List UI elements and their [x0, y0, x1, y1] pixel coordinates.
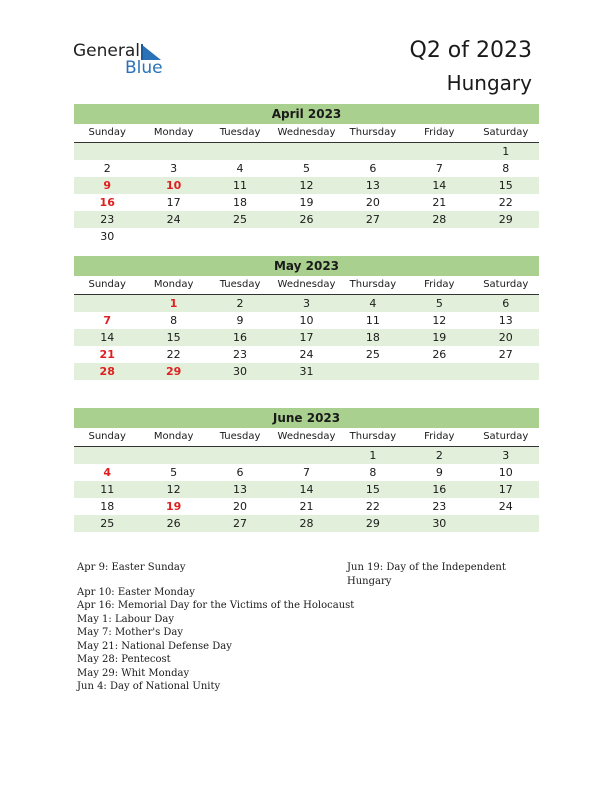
- date-cell: 24: [498, 500, 513, 513]
- date-cell: 14: [100, 331, 115, 344]
- weekday-label: Saturday: [483, 127, 529, 138]
- date-cell: 23: [432, 500, 447, 513]
- date-cell: 23: [233, 348, 248, 361]
- month-title: April 2023: [74, 104, 539, 124]
- holiday-date-cell: 21: [99, 348, 115, 361]
- date-cell: 18: [100, 500, 115, 513]
- weekday-label: Thursday: [349, 279, 397, 290]
- date-cell: 5: [435, 297, 443, 310]
- weekday-label: Thursday: [349, 127, 397, 138]
- date-cell: [140, 447, 206, 464]
- date-cell: 6: [369, 162, 377, 175]
- week-row: [74, 295, 539, 312]
- date-cell: [207, 143, 273, 160]
- date-cell: 8: [170, 314, 178, 327]
- holiday-date-cell: 16: [99, 196, 115, 209]
- date-cell: 22: [166, 348, 181, 361]
- weekday-label: Wednesday: [277, 431, 336, 442]
- date-cell: 2: [236, 297, 244, 310]
- date-cell: 9: [435, 466, 443, 479]
- date-cell: 17: [498, 483, 513, 496]
- holiday-list-right: [347, 561, 527, 588]
- date-cell: 3: [302, 297, 310, 310]
- holiday-date-cell: 7: [103, 314, 112, 327]
- weekday-header-row: [74, 276, 539, 295]
- date-cell: [340, 143, 406, 160]
- holiday-note: Jun 19: Day of the Independent Hungary: [347, 562, 506, 587]
- date-cell: 18: [233, 196, 248, 209]
- logo: [73, 41, 193, 81]
- date-cell: 11: [100, 483, 115, 496]
- date-cell: 19: [432, 331, 447, 344]
- date-cell: [473, 515, 539, 532]
- weekday-label: Tuesday: [219, 279, 261, 290]
- week-row: [74, 211, 539, 228]
- holiday-note: Apr 10: Easter Monday: [77, 586, 195, 598]
- date-cell: 27: [365, 213, 380, 226]
- date-cell: 13: [233, 483, 248, 496]
- holiday-note: May 1: Labour Day: [77, 613, 174, 625]
- date-cell: [140, 228, 206, 245]
- holiday-note: Jun 4: Day of National Unity: [77, 681, 221, 692]
- date-cell: 1: [369, 449, 377, 462]
- logo-blue-text: Blue: [125, 58, 163, 78]
- date-cell: 19: [299, 196, 314, 209]
- week-row: [74, 143, 539, 160]
- date-cell: 6: [502, 297, 510, 310]
- month-calendar-june: [74, 408, 539, 532]
- month-title: May 2023: [74, 256, 539, 276]
- date-cell: 25: [233, 213, 248, 226]
- date-cell: 4: [369, 297, 377, 310]
- weekday-header-row: [74, 428, 539, 447]
- date-cell: [406, 143, 472, 160]
- date-cell: 26: [166, 517, 181, 530]
- date-cell: 28: [432, 213, 447, 226]
- date-cell: [140, 143, 206, 160]
- date-cell: 11: [365, 314, 380, 327]
- month-calendar-april: [74, 104, 539, 245]
- holiday-date-cell: 1: [169, 297, 178, 310]
- date-cell: 30: [100, 230, 115, 243]
- weekday-label: Tuesday: [219, 431, 261, 442]
- date-cell: [273, 228, 339, 245]
- date-cell: 24: [166, 213, 181, 226]
- date-cell: 31: [299, 365, 314, 378]
- date-cell: 24: [299, 348, 314, 361]
- date-cell: 13: [365, 179, 380, 192]
- date-cell: 25: [100, 517, 115, 530]
- week-row: [74, 312, 539, 329]
- date-cell: 15: [365, 483, 380, 496]
- holiday-date-cell: 10: [165, 179, 182, 192]
- date-cell: [340, 228, 406, 245]
- weekday-label: Friday: [424, 127, 455, 138]
- date-cell: 28: [299, 517, 314, 530]
- month-calendar-may: [74, 256, 539, 380]
- holiday-note: Apr 16: Memorial Day for the Victims of the Holocaust: [77, 600, 355, 611]
- date-cell: [273, 447, 339, 464]
- holiday-date-cell: 9: [103, 179, 112, 192]
- date-cell: 8: [502, 162, 510, 175]
- date-cell: 26: [432, 348, 447, 361]
- date-cell: 13: [498, 314, 513, 327]
- weekday-label: Monday: [153, 431, 194, 442]
- date-cell: 7: [435, 162, 443, 175]
- date-cell: 30: [432, 517, 447, 530]
- date-cell: 29: [365, 517, 380, 530]
- date-cell: 5: [170, 466, 178, 479]
- date-cell: 21: [432, 196, 447, 209]
- holiday-date-cell: 29: [165, 365, 182, 378]
- weekday-label: Friday: [424, 431, 455, 442]
- date-cell: [207, 228, 273, 245]
- date-cell: [340, 363, 406, 380]
- date-cell: 21: [299, 500, 314, 513]
- date-cell: 14: [432, 179, 447, 192]
- week-row: [74, 194, 539, 211]
- date-cell: 15: [498, 179, 513, 192]
- date-cell: 2: [103, 162, 111, 175]
- date-cell: [74, 447, 140, 464]
- weekday-label: Monday: [153, 279, 194, 290]
- page-title: Q2 of 2023: [409, 38, 532, 63]
- holiday-date-cell: 28: [99, 365, 115, 378]
- date-cell: [473, 363, 539, 380]
- weekday-label: Saturday: [483, 431, 529, 442]
- holiday-date-cell: 19: [165, 500, 182, 513]
- week-row: [74, 481, 539, 498]
- date-cell: 22: [365, 500, 380, 513]
- weekday-label: Monday: [153, 127, 194, 138]
- week-row: [74, 498, 539, 515]
- date-cell: 25: [365, 348, 380, 361]
- date-cell: 3: [502, 449, 510, 462]
- date-cell: [406, 228, 472, 245]
- date-cell: 10: [498, 466, 513, 479]
- date-cell: 15: [166, 331, 181, 344]
- holiday-note: May 28: Pentecost: [77, 654, 171, 665]
- date-cell: [473, 228, 539, 245]
- date-cell: [406, 363, 472, 380]
- week-row: [74, 160, 539, 177]
- week-row: [74, 363, 539, 380]
- date-cell: 26: [299, 213, 314, 226]
- date-cell: 12: [299, 179, 314, 192]
- week-row: [74, 177, 539, 194]
- date-cell: 27: [233, 517, 248, 530]
- date-cell: 20: [498, 331, 513, 344]
- weekday-label: Sunday: [88, 431, 126, 442]
- date-cell: 12: [166, 483, 181, 496]
- date-cell: 27: [498, 348, 513, 361]
- date-cell: 18: [365, 331, 380, 344]
- date-cell: 22: [498, 196, 513, 209]
- date-cell: 11: [233, 179, 248, 192]
- weekday-label: Friday: [424, 279, 455, 290]
- date-cell: 7: [302, 466, 310, 479]
- month-title: June 2023: [74, 408, 539, 428]
- date-cell: 30: [233, 365, 248, 378]
- date-cell: 9: [236, 314, 244, 327]
- holiday-list-left: [77, 561, 354, 694]
- date-cell: 16: [432, 483, 447, 496]
- holiday-note: Apr 9: Easter Sunday: [77, 562, 186, 573]
- week-row: [74, 447, 539, 464]
- date-cell: 17: [299, 331, 314, 344]
- date-cell: [74, 143, 140, 160]
- weekday-label: Wednesday: [277, 279, 336, 290]
- date-cell: 16: [233, 331, 248, 344]
- weekday-header-row: [74, 124, 539, 143]
- week-row: [74, 228, 539, 245]
- date-cell: 12: [432, 314, 447, 327]
- date-cell: 20: [365, 196, 380, 209]
- date-cell: 20: [233, 500, 248, 513]
- logo-general-text: General: [73, 41, 140, 61]
- weekday-label: Wednesday: [277, 127, 336, 138]
- date-cell: 29: [498, 213, 513, 226]
- date-cell: 14: [299, 483, 314, 496]
- date-cell: [207, 447, 273, 464]
- date-cell: 6: [236, 466, 244, 479]
- weekday-label: Thursday: [349, 431, 397, 442]
- holiday-note: May 7: Mother's Day: [77, 627, 184, 638]
- date-cell: 4: [236, 162, 244, 175]
- country-name: Hungary: [446, 71, 532, 95]
- date-cell: 2: [435, 449, 443, 462]
- weekday-label: Sunday: [88, 127, 126, 138]
- week-row: [74, 464, 539, 481]
- date-cell: [273, 143, 339, 160]
- date-cell: 10: [299, 314, 314, 327]
- holiday-note: May 29: Whit Monday: [77, 667, 190, 679]
- date-cell: 3: [170, 162, 178, 175]
- date-cell: 23: [100, 213, 115, 226]
- weekday-label: Tuesday: [219, 127, 261, 138]
- week-row: [74, 515, 539, 532]
- week-row: [74, 329, 539, 346]
- date-cell: 5: [302, 162, 310, 175]
- holiday-note: May 21: National Defense Day: [77, 640, 232, 652]
- date-cell: [74, 295, 140, 312]
- weekday-label: Sunday: [88, 279, 126, 290]
- date-cell: 8: [369, 466, 377, 479]
- weekday-label: Saturday: [483, 279, 529, 290]
- date-cell: 17: [166, 196, 181, 209]
- date-cell: 1: [502, 145, 510, 158]
- week-row: [74, 346, 539, 363]
- holiday-date-cell: 4: [103, 466, 112, 479]
